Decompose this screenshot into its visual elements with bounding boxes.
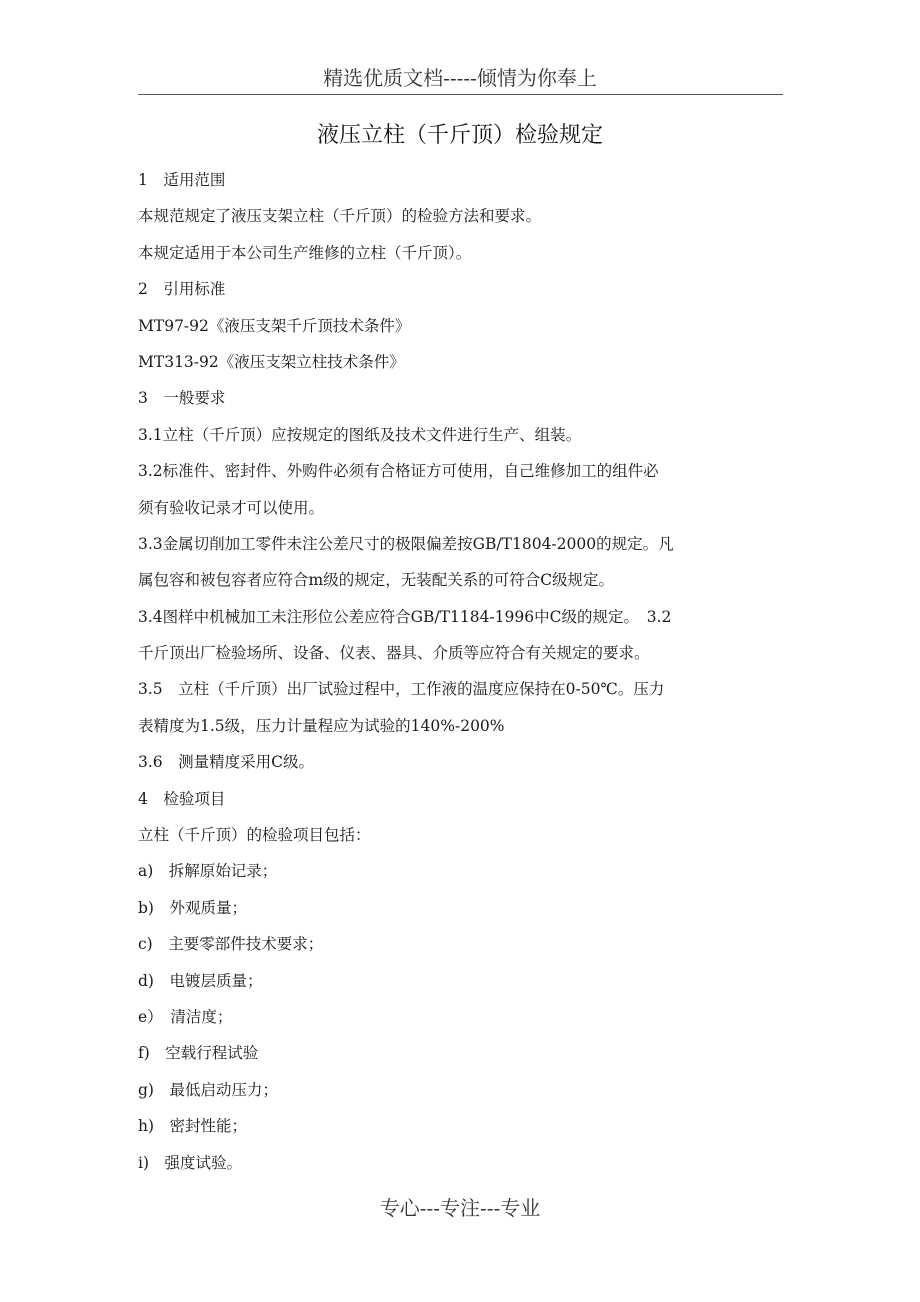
paragraph-line: 千斤顶出厂检验场所、设备、仪表、器具、介质等应符合有关规定的要求。 [138,644,650,663]
list-item: c) 主要零部件技术要求； [138,935,324,954]
reference-item: MT97-92《液压支架千斤顶技术条件》 [138,316,411,335]
section-heading-general: 3 一般要求 [138,389,226,408]
section-heading-scope: 1 适用范围 [138,171,226,189]
list-item: b) 外观质量； [138,898,247,917]
paragraph-line: 本规定适用于本公司生产维修的立柱（千斤顶）。 [138,243,472,262]
document-body [138,162,788,1181]
header-divider [138,94,783,95]
paragraph-line: 3.4图样中机械加工未注形位公差应符合GB/T1184-1996中C级的规定。 3.2 [138,607,672,626]
paragraph-line: 须有验收记录才可以使用。 [138,498,325,517]
paragraph-line: 属包容和被包容者应符合m级的规定，无装配关系的可符合C级规定。 [138,571,615,590]
paragraph-line: 表精度为1.5级，压力计量程应为试验的140%-200% [138,716,505,735]
paragraph-line: 3.2标准件、密封件、外购件必须有合格证方可使用，自己维修加工的组件必 [138,462,659,481]
section-heading-items: 4 检验项目 [138,789,226,808]
paragraph-line: 3.6 测量精度采用C级。 [138,753,315,772]
list-item: h) 密封性能； [138,1117,248,1136]
paragraph-line: 本规范规定了液压支架立柱（千斤顶）的检验方法和要求。 [138,207,542,226]
list-item: f) 空载行程试验 [138,1044,259,1063]
paragraph-line: 立柱（千斤顶）的检验项目包括： [138,826,371,845]
list-item: i) 强度试验。 [138,1153,243,1172]
page-header: 精选优质文档-----倾情为你奉上 [323,66,597,90]
list-item: a) 拆解原始记录； [138,862,278,881]
document-title: 液压立柱（千斤顶）检验规定 [316,123,603,148]
paragraph-line: 3.3金属切削加工零件未注公差尺寸的极限偏差按GB/T1804-2000的规定。凡 [138,534,674,553]
page-footer: 专心---专注---专业 [379,1196,541,1220]
list-item: e） 清洁度； [138,1007,233,1026]
list-item: d) 电镀层质量； [138,971,263,990]
section-heading-references: 2 引用标准 [138,280,226,299]
list-item: g) 最低启动压力； [138,1080,278,1099]
paragraph-line: 3.1立柱（千斤顶）应按规定的图纸及技术文件进行生产、组装。 [138,425,582,444]
reference-item: MT313-92《液压支架立柱技术条件》 [138,352,405,371]
paragraph-line: 3.5 立柱（千斤顶）出厂试验过程中，工作液的温度应保持在0-50℃。压力 [138,680,665,699]
